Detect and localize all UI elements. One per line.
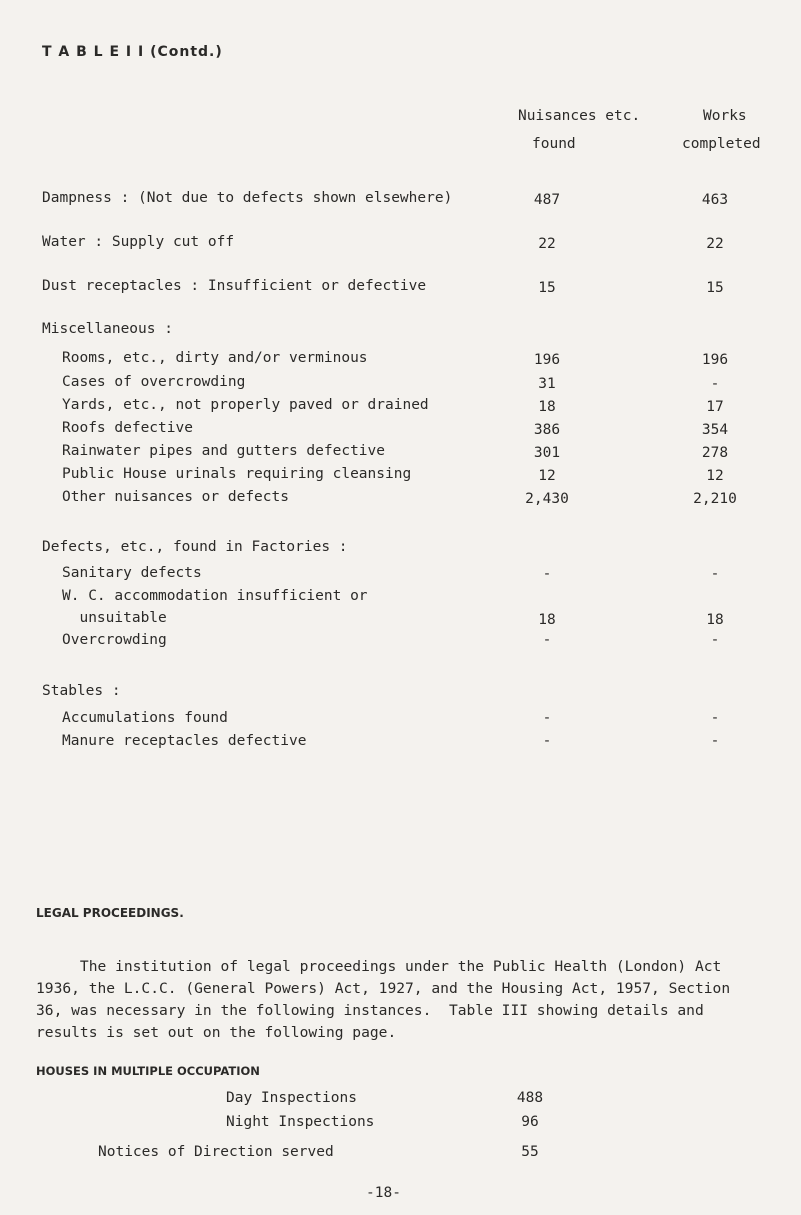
row-found: 22 bbox=[538, 236, 556, 252]
row-found: - bbox=[542, 566, 552, 582]
row-completed: - bbox=[710, 376, 720, 392]
hmo-label: Notices of Direction served bbox=[98, 1144, 334, 1160]
row-label: Yards, etc., not properly paved or drained bbox=[62, 397, 429, 413]
row-label: Other nuisances or defects bbox=[62, 489, 289, 505]
row-completed: 354 bbox=[701, 422, 729, 438]
hmo-heading: HOUSES IN MULTIPLE OCCUPATION bbox=[36, 1064, 260, 1078]
row-label: Rooms, etc., dirty and/or verminous bbox=[62, 350, 368, 366]
col-header-completed-line2: completed bbox=[682, 136, 761, 152]
row-completed: 196 bbox=[701, 352, 729, 368]
row-label: W. C. accommodation insufficient or bbox=[62, 588, 368, 604]
row-completed: - bbox=[710, 710, 720, 726]
row-completed: - bbox=[710, 566, 720, 582]
row-found: 196 bbox=[533, 352, 561, 368]
row-completed: 17 bbox=[706, 399, 724, 415]
row-label: Accumulations found bbox=[62, 710, 228, 726]
stables-heading: Stables : bbox=[42, 683, 121, 699]
row-completed: 12 bbox=[706, 468, 724, 484]
row-found: 18 bbox=[538, 399, 556, 415]
page-number: -18- bbox=[366, 1185, 401, 1201]
row-label: Rainwater pipes and gutters defective bbox=[62, 443, 386, 459]
hmo-label: Night Inspections bbox=[226, 1114, 375, 1130]
row-found: - bbox=[542, 632, 552, 648]
row-label: Sanitary defects bbox=[62, 565, 202, 581]
row-completed: 22 bbox=[706, 236, 724, 252]
legal-line: The institution of legal proceedings under the Public Health (London) Act bbox=[36, 958, 722, 975]
legal-line: 1936, the L.C.C. (General Powers) Act, 1927, and the Housing Act, 1957, Section bbox=[36, 980, 731, 997]
row-found: 2,430 bbox=[525, 491, 569, 507]
col-header-completed-line1: Works bbox=[703, 108, 747, 124]
factories-heading: Defects, etc., found in Factories : bbox=[42, 539, 348, 555]
row-label: Overcrowding bbox=[62, 632, 167, 648]
hmo-value: 488 bbox=[516, 1090, 544, 1106]
row-completed: 278 bbox=[701, 445, 729, 461]
hmo-label: Day Inspections bbox=[226, 1090, 357, 1106]
row-label: Public House urinals requiring cleansing bbox=[62, 466, 412, 482]
legal-line: 36, was necessary in the following instances. Table III showing details and bbox=[36, 1002, 704, 1019]
hmo-value: 55 bbox=[521, 1144, 539, 1160]
row-completed: - bbox=[710, 733, 720, 749]
row-label: Manure receptacles defective bbox=[62, 733, 307, 749]
hmo-value: 96 bbox=[521, 1114, 539, 1130]
row-label: Dust receptacles : Insufficient or defective bbox=[42, 278, 427, 294]
row-found: 31 bbox=[538, 376, 556, 392]
row-completed: 18 bbox=[706, 612, 724, 628]
row-found: 386 bbox=[533, 422, 561, 438]
table-title: T A B L E I I (Contd.) bbox=[42, 44, 223, 60]
legal-line: results is set out on the following page. bbox=[36, 1024, 397, 1041]
row-found: 487 bbox=[533, 192, 561, 208]
row-found: 301 bbox=[533, 445, 561, 461]
row-found: 15 bbox=[538, 280, 556, 296]
row-completed: 463 bbox=[701, 192, 729, 208]
row-label: Roofs defective bbox=[62, 420, 193, 436]
row-found: 18 bbox=[538, 612, 556, 628]
legal-heading: LEGAL PROCEEDINGS. bbox=[36, 906, 184, 920]
row-found: 12 bbox=[538, 468, 556, 484]
row-found: - bbox=[542, 733, 552, 749]
row-completed: - bbox=[710, 632, 720, 648]
row-label: Water : Supply cut off bbox=[42, 234, 235, 250]
row-completed: 2,210 bbox=[693, 491, 737, 507]
row-completed: 15 bbox=[706, 280, 724, 296]
col-header-found-line2: found bbox=[532, 136, 576, 152]
misc-heading: Miscellaneous : bbox=[42, 321, 173, 337]
col-header-found-line1: Nuisances etc. bbox=[518, 108, 641, 124]
row-found: - bbox=[542, 710, 552, 726]
row-label: Dampness : (Not due to defects shown elsewhere) bbox=[42, 190, 453, 206]
row-label: Cases of overcrowding bbox=[62, 374, 246, 390]
row-label: unsuitable bbox=[62, 610, 167, 626]
